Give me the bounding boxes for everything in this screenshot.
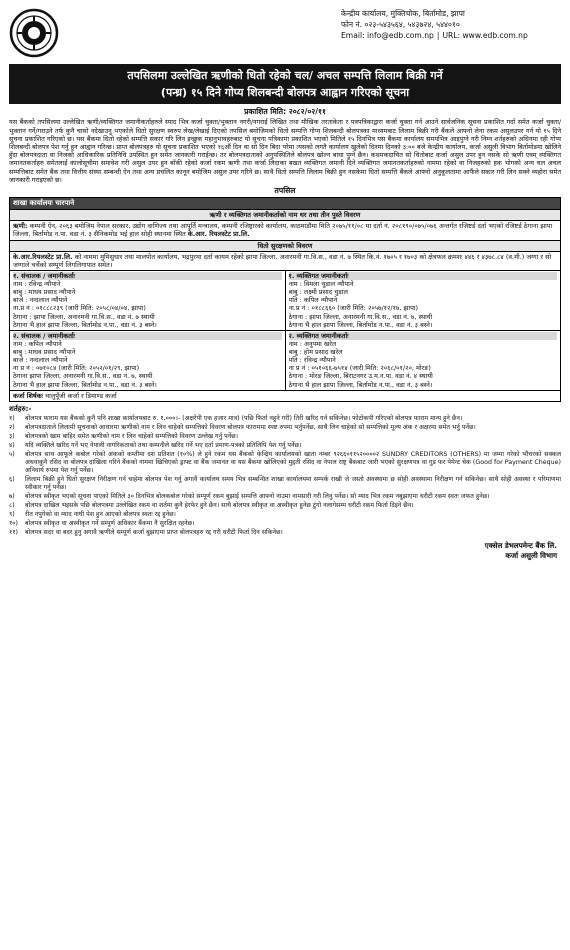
term-text: बोलपत्रदाताले लिलामी सूचनाको आधारमा ऋणीको नाम र लिन चाहेको सम्पत्तिको विवरण बोलपत्र फाराममा स्पष्ट रुपमा भर्नुपर्नेछ, साथै लिन चाहेको सो सम्पत्तिको मूल्य अंक र अक्षरमा समेत भर्नु पर्नेछ। [25,423,476,431]
person-heading: १. व्यक्तिगत जमानीकर्ताः [289,272,558,280]
term-text: बोलपत्र सदर वा बदर हुनु अगावै ऋणीले सम्पूर्ण कर्जा बुझाएमा प्राप्त बोलपत्रहरु रद्द गरी धरौटी फिर्ता दिन सकिनेछ। [25,529,283,537]
term-item [9,476,561,492]
tapsil-heading: तपसिल [274,185,296,195]
person-address-permanent: ठेगाना : मोरङ जिल्ला, बिराटनगर उ.म.न.पा. वडा नं. ४ स्थायी [288,372,433,381]
term-item [9,493,561,501]
branch-label: शाखा कार्यालयः [13,199,53,208]
office-email[interactable]: Email: info@edb.com.np [341,31,434,40]
term-number: ५) [9,450,15,458]
term-text: बोलपत्र स्वीकृत भएको सूचना पाएको मितिले ३० दिनभित्र बोलकबोल गरेको सम्पूर्ण रकम बुझाई सम्पत्ति आफ्नो नाउमा नामसारी गरी लिनु पर्नेछ। सो म्याद भित्र रकम नबुझाएमा धरौटी रकम स्वतः जफत हुनेछ। [25,493,490,501]
office-url[interactable]: URL: www.edb.com.np [442,31,528,40]
term-text: बोलपत्र स्वीकृत वा अस्वीकृत गर्ने सम्पूर्ण अधिकार बैंकमा नै सुरक्षित रहनेछ। [25,520,195,528]
person-relative: बाजे : नन्दलाल न्यौपाने [13,356,68,365]
term-item [9,502,561,510]
person-name: नाम : कपिल न्यौपाने [13,339,62,348]
loan-type-value: चालुपूँजी कर्जा र डिमाण्ड कर्जा [45,391,117,400]
person-relative: बाजे : नन्दलाल न्यौपाने [13,296,68,305]
person-heading: १. संचालक / जमानीकर्ताः [13,272,282,280]
term-item [9,520,561,528]
person-name: नाम : विमला चुडाल न्यौपाने [288,280,354,289]
term-text: बोलपत्रको खाम बाहिर समेत ऋणीको नाम र लिन चाहेको सम्पत्तिको विवरण उल्लेख गर्नु पर्नेछ। [25,432,238,440]
term-item [9,442,561,450]
terms-list [9,415,561,538]
person-address-permanent: ठेगाना : झापा जिल्ला, अनारमनी गा.वि.स., वडा नं. ७ स्थायी [13,312,155,321]
person-citizenship: ना.प्र नं : ०१८८६६० (जारी मिति: २०५७/१२/१७, झापा) [288,304,419,313]
term-item [9,415,561,423]
person-address-current: ठेगाना भै हाल झापा जिल्ला, बिर्तामोड न.पा., वडा नं. ३ बस्ने। [13,320,157,329]
borrower-label: ऋणी: [13,222,28,231]
person-relative: पति : रविन्द्र न्यौपाने [288,356,336,365]
person-name: नाम : अनुपमा खरेल [288,339,337,348]
borrower-company-name: के.आर. रियलस्टेट प्रा.लि. [187,230,250,239]
office-contact [341,8,565,41]
collateral-details [10,251,560,270]
publication-date: प्रकाशित मिति: २०८२/०२/११ [244,107,326,116]
person-father: बाबु : माधव प्रसाद न्यौपाने [13,348,76,357]
office-web [341,30,565,41]
details-table [9,197,561,401]
term-text: बोलपत्र दाखिल भइसके पछि बोलपत्रमा उल्लेखित रकम वा शर्तमा कुनै हेरफेर हुने छैन। साथै बोलपत्र स्वीकृत वा अस्वीकृत हुनेछ टुंगो नलागेसम्म धरौटी रकम फिर्ता दिइने छैन। [25,502,414,510]
notice-title-banner [9,64,561,104]
term-number: ७) [9,493,15,501]
term-number: ४) [9,441,15,449]
term-number: १) [9,414,15,422]
term-number: ९) [9,511,15,519]
term-item [9,451,561,475]
notice-header [9,4,561,64]
persons-row-1 [10,270,560,330]
person-card [285,331,561,390]
term-text: लिलाम बिक्री हुने धितो सुरक्षण निरीक्षण गर्न चाहेमा बोलपत्र पेश गर्नु अगावै कार्यालय समय भित्र सम्बन्धित शाखा कार्यालयमा सम्पर्क राखी जे जस्तो अवस्थामा छ सोही अवस्थामा निरीक्षण गर्न सकिनेछ। साथै सोही अवस्था र परिमाणमा स्वीकार गर्नु पर्नेछ। [25,475,561,491]
borrower-details [10,220,560,239]
borrower-text: कम्पनी ऐन, २०६३ बमोजिम नेपाल सरकार, उद्योग वाणिज्य तथा आपूर्ति मन्त्रालय, कम्पनी रजिष्ट्रारको कार्यालय, काठमाडौमा मिति २०७५/११/०८ मा दर्ता नं. २०८१९०/०७५/०७६ अन्तर्गत रजिष्टर्ड दर्ता भएको रजिष्टर्ड ठेगाना झापा जिल्ला, बिर्तामोड न.पा. वडा नं. ३ सैनिकमोड भई हाल सोही स्थानमा स्थित [13,222,553,239]
office-address: केन्द्रीय कार्यालय, मुक्तिचोक, बिर्तामोड, झापा [341,9,465,18]
term-item [9,511,561,519]
term-text: यदि व्यक्तिले खरिद गर्ने भए नेपाली नागरिकताको तथा कम्पनीले खरिद गर्ने भए दर्ता प्रमाण-पत्रको प्रतिलिपि पेश गर्नु पर्नेछ। [25,441,302,449]
term-item [9,433,561,441]
term-number: ८) [9,502,15,510]
borrower-section-title: ऋणी र व्यक्तिगत जमानीकर्ताको नाम थर तथा तीन पुस्ते विवरण [10,209,560,220]
collateral-section-title: धितो सुरक्षणको विवरण [10,240,560,251]
term-number: ११) [9,529,19,537]
signature-block [9,541,561,561]
collateral-company-name: के.आर.रियलस्टेट प्रा.लि. [13,252,73,261]
notice-page [9,0,561,561]
notice-title-line-2: (पन्ध्र) १५ दिने गोप्य शिलबन्दी बोलपत्र आह्वान गरिएको सूचना [160,85,410,99]
terms-heading: शर्तहरु:- [9,404,32,413]
term-item [9,529,561,537]
term-number: १०) [9,520,19,528]
notice-intro-paragraph: यस बैंकको तपसिलमा उल्लेखित ऋणी/व्यक्तिगत जमानीकर्ताहरुले स्याद भित्र कर्जा चुक्ता/भुक्तान नगरी/नगराई लिखित तथा मौखिक तरताकेता र पत्रपत्रिकाद्वारा कर्जा चुक्ता गर्न आउने सार्वजनिक सूचना प्रकाशित गर्दा समेत कर्जा चुक्ता/भुक्तान गर्ने/गराउने तर्फ कुनै चासो नदेखाउनु भएकोले धितो सुरक्षण स्वरुप लेख/लेखाई दिएको तपसिल बमोजिमको धितो सम्पत्ति गोप्य शिलबन्दी बोलपत्रका माध्यमबाट लिलाम बिक्री गरी बैंकले आफ्नो लेना रकम असुलउपर गर्न यो १५ दिने सूचना प्रकाशित गरिएको छ। यस बैंकमा धितो रहेको सम्पत्ति सकार गरि लिन इच्छुक महानुभावहरुबाट यो सूचना पत्रिकामा प्रकाशित भएको मितिले १५ दिनभित्र यस बैंकमा कार्यालय समयभित्र आइपुग्ने गरी निम्न शर्तहरुको अधिनमा रही गोप्य शिलबन्दी बोलपत्र पेश गर्नु हुन आह्वान गरिन्छ। प्राप्त बोलपत्रहरु यो सूचना प्रकाशित भएको १६औं दिन वा सो दिन बिदा परेमा त्यसको लगतै कार्यालय खुलेको दिनमा दिनको ३:०० बजे केन्द्रीय कार्यालय, कर्जा असुली विभाग बिर्तामोडमा खोलिने हुँदा बोलपत्रदाता वा निजको आधिकारिक प्रतिनिधि उपस्थित हुन समेत जानकारी गराईन्छ। तर बोलपत्रदाताको अनुपस्थितिले बोलपत्र खोल्न बाधा पुग्ने छैन। कथमकदाचित सो धितोबाट कर्जा असुल उपर हुन नसके सो ऋणी एवम् व्यक्तिगत जमानतकर्ताहरु समेतलाई कालोसूचीमा समावेश गरी असुल उपर हुन बाँकी रहेको कर्जा रकम ऋणी तथा कर्जा लिदाका बखत व्यक्तिगत जमानी दिने व्यक्तिगत जमानतकर्ताहरुको नाममा रहेको वा निजहरुको हक भोगको अन्य चल अचल सम्पत्तिबाट समेत बैंक तथा वित्तीय संस्था सम्बन्धी ऐन तथा अन्य प्रचलित कानून बमोजिम असुल उपर गरिने छ। साथै धितो सम्पत्ति लिलाम बिक्री हुन नसकेमा धितो सम्पत्ति बैंकले आफ्नो अनुकूलतामा आफैंले सकार गरी लिन सक्ने व्यहोरा समेत जानकारी गराइएको छ। [9,118,561,184]
person-heading: २. व्यक्तिगत जमानीकर्ताः [289,332,558,340]
person-name: नाम : रविन्द्र न्यौपाने [13,280,61,289]
term-number: २) [9,423,15,431]
loan-type-label: कर्जा शिर्षकः [13,391,43,400]
person-father: बाबु : होम प्रसाद खरेल [288,348,343,357]
term-text: रीत नपुगेको वा म्याद नाघी पेश हुन आएको बोलपत्र स्वतः रद्द हुनेछ। [25,511,176,519]
person-citizenship: ना.प्र नं : ०१८८८२३९ (जारी मिति: २०५८/०४/०४, झापा) [13,304,146,313]
contact-separator: | [436,31,440,40]
person-address-current: ठेगाना भै हाल झापा जिल्ला, बिर्तामोड न.पा., वडा नं. ३ बस्ने। [13,380,157,389]
person-father: बाबु : लक्ष्मी प्रसाद चुडाल [288,288,348,297]
person-card [10,331,285,390]
term-text: बोलपत्र साथ आफूले कबोल गरेको अंकको कम्तीमा दश प्रतिशत (१०%) ले हुने रकम यस बैंकको केन्द्रिय कार्यालयको खाता नम्बर ९२६६०११५२००००२ SUNDRY CREDITORS (OTHERS) मा जम्मा गरेको भौचरको सक्कल अथवाकुनै रसिद वा बोलपत्र दाखिला गरिने बैंकको नाममा खिचिएको ड्राफ्ट वा बैंक जमानत वा यस बैंकमा खोलिएको मुद्दती रसिद वा नेपाल राष्ट्र बैंकबाट जारी भएको सुरक्षणपत्र वा गुड फर पेमेन्ट चेक (Good for Payment Cheque) अनिवार्य रुपमा पेश गर्नु पर्नेछ। [25,450,561,474]
signature-department: कर्जा असुली विभाग [505,551,557,561]
person-address-permanent: ठेगाना झापा जिल्ला, अनारमनी गा.वि.स., वडा नं. ७, स्थायी [13,372,153,381]
signature-bank-name: एक्सेल डेभलपमेन्ट बैंक लि. [484,541,557,551]
person-card [10,271,285,330]
term-number: ६) [9,475,15,483]
branch-value: चारपाने [55,199,75,208]
term-text: बोलपत्र फाराम यस बैंकको कुनै पनि शाखा कार्यालयबाट रु. १,०००।- (अक्षरेपी एक हजार मात्र) (पछि फिर्ता नहुने गरी) तिरी खरिद गर्न सकिनेछ। फोटोकपी गरिएको बोलपत्र फाराम मान्य हुने छैन। [25,414,463,422]
loan-type-row [10,390,560,401]
person-heading: २. संचालक / जमानीकर्ताः [13,332,282,340]
person-address-current: ठेगाना भै हाल झापा जिल्ला, बिर्तामोड न.पा., वडा नं. ३ बस्ने। [288,320,433,329]
person-address-permanent: ठेगाना : झापा जिल्ला, अनारमनी गा.वि.स., वडा नं. ७, स्थायी [288,312,433,321]
person-father: बाबु : माधव प्रसाद न्यौपाने [13,288,76,297]
person-citizenship: ना प्र नं : ०७१०८४ (जारी मिति: २०५२/०१/२९, झापा) [13,364,140,373]
persons-row-2 [10,330,560,390]
person-relative: पति : कपिल न्यौपाने [288,296,338,305]
term-item [9,424,561,432]
branch-row [10,198,560,209]
notice-title-line-1: तपसिलमा उल्लेखित ऋणीको धितो रहेको चल/ अचल सम्पत्ति लिलाम बिक्री गर्ने [127,69,443,82]
bank-logo-icon [9,8,59,58]
person-address-current: ठेगाना भै हाल झापा जिल्ला, बिर्तामोड न.पा., वडा नं. ३ बस्ने। [288,380,433,389]
person-citizenship: ना प्र नं : ०५१०६६-७५१४ (जारी मिति: २०६८/०१/२०, मोरङ) [288,364,431,373]
term-number: ३) [9,432,15,440]
person-card [285,271,561,330]
collateral-text: को नाममा मुमिसुधार तथा मालपोत कार्यालय, भद्रपुरमा दर्ता कायम रहेको झापा जिल्ला, अनारमनी गा.वि.स., वडा नं. ७ स्थित कि.नं. १७०५ र १७०३ को क्षेत्रफल क्रमशः ४४६ र ४३७८.८४ (व.मी.) जग्गा र सो जग्गाले चर्चेको सम्पूर्ण लिगलिगापात समेत। [13,252,552,269]
office-phone: फोन नं. ०२३-५४३५६४, ५४३७२४, ५४४०१० [341,20,460,29]
